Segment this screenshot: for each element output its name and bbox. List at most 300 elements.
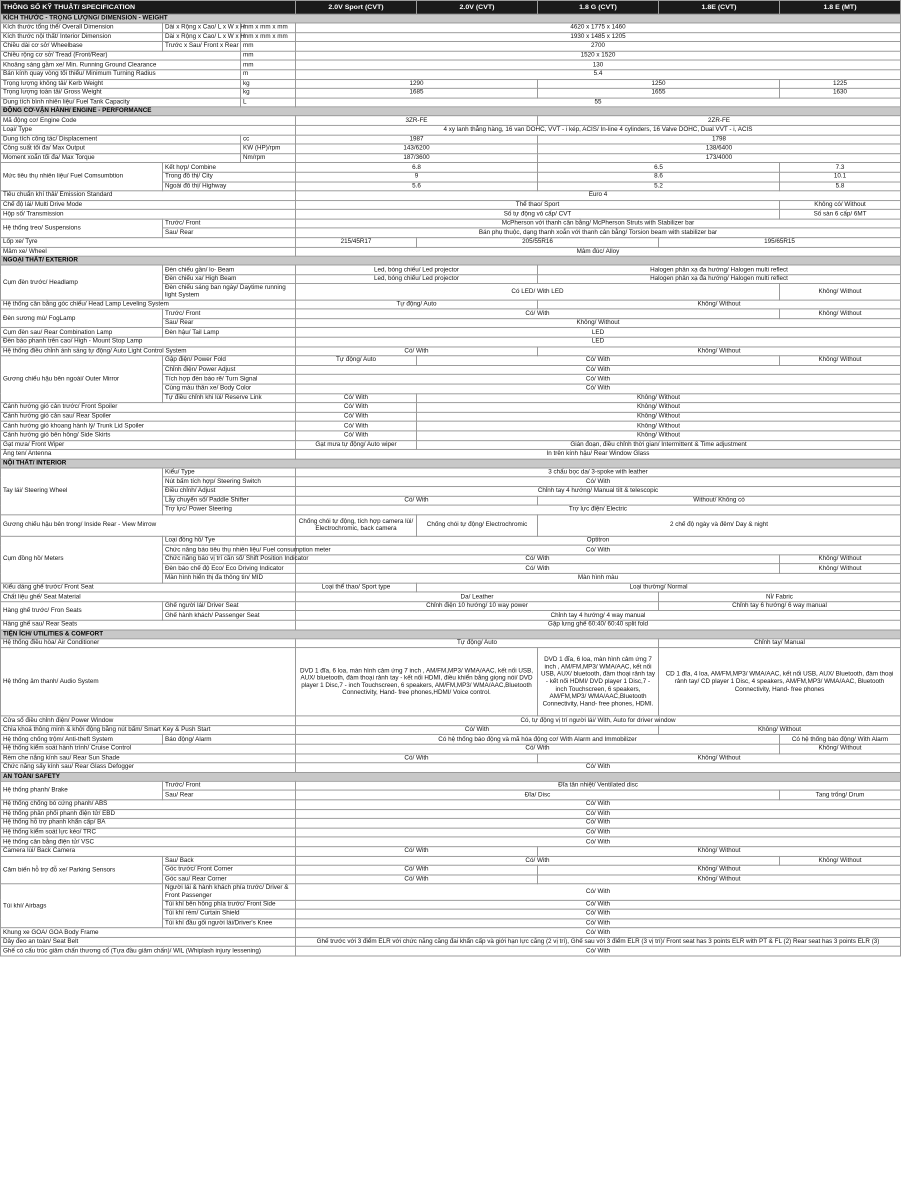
spec-value: Không/ Without: [780, 564, 901, 573]
spec-row: [1, 928, 901, 937]
spec-label: Mâm xe/ Wheel: [1, 247, 296, 256]
col-header-1-8e-mt: 1.8 E (MT): [780, 0, 901, 14]
spec-sublabel: Túi khí đầu gối người lái/Driver's Knee: [163, 919, 296, 928]
spec-value: Ghế trước với 3 điểm ELR với chức năng căng đai khẩn cấp và giới hạn lực căng (2 vị trí), Ghế sau với 3 điểm ELR (3 vị trí)/ Front seat has 3 points ELR with PT & FL (2) Rear seat has 3 points ELR (3): [296, 937, 901, 946]
section-title: KÍCH THƯỚC - TRỌNG LƯỢNG/ DIMENSION - WEIGHT: [1, 14, 901, 23]
spec-label: Hộp số/ Transmission: [1, 210, 296, 219]
spec-label: Trọng lượng toàn tải/ Gross Weight: [1, 88, 241, 97]
spec-row: [1, 847, 901, 856]
section-header: [1, 772, 901, 781]
spec-unit: cc: [241, 135, 296, 144]
spec-sublabel: Gập điện/ Power Fold: [163, 356, 296, 365]
spec-value: 143/6200: [296, 144, 538, 153]
spec-value: Gập lưng ghế 60:40/ 60:40 split fold: [296, 620, 901, 629]
spec-sublabel: Kiểu/ Type: [163, 468, 296, 477]
spec-sublabel: Trước/ Front: [163, 309, 296, 318]
spec-row: [1, 247, 901, 256]
spec-value: Bán phụ thuộc, dạng thanh xoắn với thanh cân bằng/ Torsion beam with stabilizer bar: [296, 228, 901, 237]
spec-value: 5.6: [296, 182, 538, 191]
spec-sublabel: Đèn chiếu sáng ban ngày/ Daytime running light System: [163, 284, 296, 300]
spec-value: Có hệ thống báo động và mã hóa động cơ/ With Alarm and Immobilizer: [296, 735, 780, 744]
spec-label: Túi khí/ Airbags: [1, 884, 163, 928]
section-header: [1, 256, 901, 265]
spec-unit: kg: [241, 88, 296, 97]
spec-value: Không/ Without: [780, 744, 901, 753]
spec-value: Không/ Without: [417, 403, 901, 412]
spec-value: Có/ With: [296, 928, 901, 937]
spec-label: Đèn báo phanh trên cao/ High - Mount Stop Lamp: [1, 337, 296, 346]
spec-label: Kiểu dáng ghế trước/ Front Seat: [1, 583, 296, 592]
spec-row: [1, 515, 901, 536]
spec-row: [1, 735, 901, 744]
spec-value: 7.3: [780, 163, 901, 172]
spec-value: Nỉ/ Fabric: [659, 592, 901, 601]
spec-sublabel: Màn hình hiển thị đa thông tin/ MID: [163, 573, 296, 582]
spec-row: [1, 219, 901, 228]
spec-row: [1, 88, 901, 97]
spec-label: Camera lùi/ Back Camera: [1, 847, 296, 856]
col-header-1-8e-cvt: 1.8E (CVT): [659, 0, 780, 14]
spec-value: Tang trống/ Drum: [780, 790, 901, 799]
spec-row: [1, 32, 901, 41]
spec-label: Gương chiếu hậu bên ngoài/ Outer Mirror: [1, 356, 163, 403]
spec-value: Mâm đúc/ Alloy: [296, 247, 901, 256]
spec-sublabel: Đèn báo chế độ Eco/ Eco Driving Indicator: [163, 564, 296, 573]
spec-label: Hệ thống cân bằng điện tử/ VSC: [1, 837, 296, 846]
spec-unit: mm: [241, 60, 296, 69]
spec-row: [1, 210, 901, 219]
spec-value: Có/ With: [296, 819, 901, 828]
spec-row: [1, 125, 901, 134]
spec-label: Trọng lượng không tải/ Kerb Weight: [1, 79, 241, 88]
spec-value: Có/ With: [296, 375, 901, 384]
spec-label: Cánh hướng gió khoang hành lý/ Trunk Lid Spoiler: [1, 421, 296, 430]
spec-label: Chiều dài cơ sở/ Wheelbase: [1, 42, 163, 51]
spec-value: Có/ With: [296, 919, 901, 928]
spec-unit: Nm/rpm: [241, 153, 296, 162]
spec-row: [1, 744, 901, 753]
spec-value: Không/ Without: [659, 725, 901, 734]
spec-value: Có/ With: [296, 800, 901, 809]
spec-value: Có/ With: [296, 431, 417, 440]
spec-row: [1, 421, 901, 430]
spec-row: [1, 431, 901, 440]
spec-row: [1, 412, 901, 421]
spec-value: 1685: [296, 88, 538, 97]
spec-value: 9: [296, 172, 538, 181]
spec-row: [1, 356, 901, 365]
spec-row: [1, 468, 901, 477]
spec-value: 3ZR-FE: [296, 116, 538, 125]
spec-value: Euro 4: [296, 191, 901, 200]
spec-unit: m: [241, 70, 296, 79]
spec-value: 173/4000: [538, 153, 901, 162]
spec-label: Đèn sương mù/ FogLamp: [1, 309, 163, 328]
spec-label: Chất liệu ghế/ Seat Material: [1, 592, 296, 601]
spec-label: Kích thước nội thất/ Interior Dimension: [1, 32, 163, 41]
spec-label: Cụm đèn trước/ Headlamp: [1, 265, 163, 300]
spec-label: Kích thước tổng thể/ Overall Dimension: [1, 23, 163, 32]
spec-row: [1, 135, 901, 144]
spec-value: Không/ Without: [538, 865, 901, 874]
spec-label: Mã động cơ/ Engine Code: [1, 116, 296, 125]
spec-label: Hệ thống chống bó cứng phanh/ ABS: [1, 800, 296, 809]
spec-value: Có/ With: [296, 309, 780, 318]
spec-value: Chỉnh tay 6 hướng/ 6 way manual: [659, 602, 901, 611]
spec-value: 55: [296, 98, 901, 107]
spec-row: [1, 450, 901, 459]
spec-value: 215/45R17: [296, 238, 417, 247]
section-header: [1, 14, 901, 23]
spec-sublabel: Góc sau/ Rear Corner: [163, 875, 296, 884]
spec-label: Hệ thống phanh/ Brake: [1, 781, 163, 800]
spec-value: 187/3600: [296, 153, 538, 162]
spec-sublabel: Trước x Sau/ Front x Rear: [163, 42, 241, 51]
spec-row: [1, 856, 901, 865]
spec-value: Tự động/ Auto: [296, 638, 659, 647]
spec-label: Công suất tối đa/ Max Output: [1, 144, 241, 153]
spec-sublabel: Trợ lực/ Power Steering: [163, 505, 296, 514]
spec-row: [1, 163, 901, 172]
spec-sublabel: Trước/ Front: [163, 219, 296, 228]
spec-value: Có/ With: [296, 384, 901, 393]
spec-value: Có/ With: [296, 365, 901, 374]
spec-value: Số tự động vô cấp/ CVT: [296, 210, 780, 219]
spec-row: [1, 153, 901, 162]
spec-row: [1, 638, 901, 647]
col-header-1-8g: 1.8 G (CVT): [538, 0, 659, 14]
spec-value: Không/ Without: [296, 318, 901, 327]
section-title: TIỆN ÍCH/ UTILITIES & COMFORT: [1, 630, 901, 639]
spec-value: Không/ Without: [417, 421, 901, 430]
spec-value: Màn hình màu: [296, 573, 901, 582]
spec-label: Gạt mưa/ Front Wiper: [1, 440, 296, 449]
spec-value: Loại thường/ Normal: [417, 583, 901, 592]
spec-label: Cảm biến hỗ trợ đỗ xe/ Parking Sensors: [1, 856, 163, 884]
spec-value: 1987: [296, 135, 538, 144]
spec-row: [1, 23, 901, 32]
spec-value: LED: [296, 337, 901, 346]
spec-value: Có/ With: [296, 900, 901, 909]
spec-value: 2ZR-FE: [538, 116, 901, 125]
spec-label: Loại/ Type: [1, 125, 296, 134]
spec-row: [1, 809, 901, 818]
spec-value: Da/ Leather: [296, 592, 659, 601]
spec-sublabel: Trong đô thị/ City: [163, 172, 296, 181]
spec-value: Chống chói tự động/ Electrochromic: [417, 515, 538, 536]
spec-label: Khung xe GOA/ GOA Body Frame: [1, 928, 296, 937]
spec-value: Không/ Without: [417, 393, 901, 402]
spec-row: [1, 42, 901, 51]
spec-value: 1520 x 1520: [296, 51, 901, 60]
spec-unit: mm: [241, 51, 296, 60]
spec-sublabel: Chức năng báo vị trí cần số/ Shift Position Indicator: [163, 555, 296, 564]
spec-label: Chìa khoá thông minh & khởi động bằng nút bấm/ Smart Key & Push Start: [1, 725, 296, 734]
spec-label: Chức năng sấy kính sau/ Rear Glass Defogger: [1, 763, 296, 772]
spec-sublabel: Chỉnh điện/ Power Adjust: [163, 365, 296, 374]
spec-label: Tiêu chuẩn khí thải/ Emission Standard: [1, 191, 296, 200]
spec-value: 4620 x 1775 x 1460: [296, 23, 901, 32]
spec-sublabel: Trước/ Front: [163, 781, 296, 790]
spec-row: [1, 337, 901, 346]
spec-row: [1, 754, 901, 763]
spec-header-row: [1, 0, 901, 14]
section-title: NỘI THẤT/ INTERIOR: [1, 459, 901, 468]
spec-value: 205/55R16: [417, 238, 659, 247]
spec-value: 6.5: [538, 163, 780, 172]
spec-value: 5.2: [538, 182, 780, 191]
spec-value: DVD 1 đĩa, 6 loa, màn hình cảm ứng 7 inch , AM/FM,MP3/ WMA/AAC, kết nối USB, AUX/ bluetooth, đàm thoại rảnh tay - kết nối HDMI, điều khiển bằng giọng nói/ DVD player 1 Disc,7 - inch Touchscreen, 6 speakers, AM/FM,MP3/ WMA/AAC,Bluetooth Connectivity, Hand- free phones,HDMI/ Voice control.: [296, 648, 538, 716]
spec-value: Không/ Without: [780, 356, 901, 365]
spec-value: 4 xy lanh thẳng hàng, 16 van DOHC, VVT - i kép, ACIS/ In-line 4 cylinders, 16 Valve DOHC, Dual VVT - i, ACIS: [296, 125, 901, 134]
spec-label: Mức tiêu thụ nhiên liệu/ Fuel Comsumbtion: [1, 163, 163, 191]
spec-value: Có/ With: [296, 564, 780, 573]
spec-value: Gạt mưa tự động/ Auto wiper: [296, 440, 417, 449]
spec-row: [1, 583, 901, 592]
spec-sublabel: Tự điều chỉnh khi lùi/ Reserve Link: [163, 393, 296, 402]
spec-unit: mm x mm x mm: [241, 23, 296, 32]
spec-value: Có/ With: [296, 847, 538, 856]
spec-value: Không/ Without: [780, 555, 901, 564]
spec-value: Có/ With: [296, 347, 538, 356]
spec-label: Cụm đồng hồ/ Meters: [1, 536, 163, 583]
spec-label: Ghế có cấu trúc giảm chấn thương cổ (Tựa đầu giảm chấn)/ WIL (Whiplash injury lessening): [1, 947, 296, 956]
spec-label: Rèm che nắng kính sau/ Rear Sun Shade: [1, 754, 296, 763]
spec-value: In trên kính hậu/ Rear Window Glass: [296, 450, 901, 459]
spec-value: 3 chấu bọc da/ 3-spoke with leather: [296, 468, 901, 477]
spec-row: [1, 648, 901, 716]
spec-value: LED: [296, 328, 901, 337]
spec-value: Chỉnh tay/ Manual: [659, 638, 901, 647]
spec-value: Có/ With: [296, 828, 901, 837]
spec-value: Có LED/ With LED: [296, 284, 780, 300]
spec-value: Số sàn 6 cấp/ 6MT: [780, 210, 901, 219]
spec-value: Có hệ thống báo động/ With Alarm: [780, 735, 901, 744]
spec-value: Có/ With: [296, 809, 901, 818]
spec-header-title: THÔNG SỐ KỸ THUẬT/ SPECIFICATION: [1, 0, 296, 14]
spec-row: [1, 716, 901, 725]
spec-sublabel: Báo động/ Alarm: [163, 735, 296, 744]
spec-value: 2700: [296, 42, 901, 51]
spec-sublabel: Chức năng báo tiêu thụ nhiên liệu/ Fuel consumption meter: [163, 545, 296, 554]
spec-value: DVD 1 đĩa, 6 loa, màn hình cảm ứng 7 inch , AM/FM,MP3/ WMA/AAC, kết nối USB, AUX/ bluetooth, đàm thoại rảnh tay - kết nối HDMI/ DVD player 1 Disc,7 - inch Touchscreen, 6 speakers, AM/FM,MP3/ WMA/AAC,Bluetooth Connectivity, Hand- free phones, HDMI.: [538, 648, 659, 716]
spec-row: [1, 191, 901, 200]
spec-value: Có/ With: [296, 393, 417, 402]
spec-value: Có/ With: [296, 875, 538, 884]
spec-row: [1, 200, 901, 209]
section-header: [1, 630, 901, 639]
spec-unit: kg: [241, 79, 296, 88]
spec-value: McPherson với thanh cân bằng/ McPherson Struts with Stabilizer bar: [296, 219, 901, 228]
spec-value: Chống chói tự động, tích hợp camera lùi/ Electrochromic, back camera: [296, 515, 417, 536]
spec-value: Có/ With: [296, 744, 780, 753]
spec-value: Có/ With: [296, 884, 901, 900]
spec-value: Có/ With: [296, 763, 901, 772]
spec-row: [1, 937, 901, 946]
spec-row: [1, 763, 901, 772]
spec-value: 6.8: [296, 163, 538, 172]
section-title: ĐỘNG CƠ-VẬN HÀNH/ ENGINE - PERFORMANCE: [1, 107, 901, 116]
spec-label: Hệ thống chống trộm/ Anti-theft System: [1, 735, 163, 744]
spec-label: Hệ thống điều hòa/ Air Conditioner: [1, 638, 296, 647]
spec-label: Lốp xe/ Tyre: [1, 238, 296, 247]
spec-value: 1655: [538, 88, 780, 97]
spec-label: Cánh hướng gió bên hông/ Side Skirts: [1, 431, 296, 440]
spec-label: Dung tích công tác/ Displacement: [1, 135, 241, 144]
spec-value: 5.8: [780, 182, 901, 191]
spec-value: 5.4: [296, 70, 901, 79]
spec-sublabel: Kết hợp/ Combine: [163, 163, 296, 172]
spec-row: [1, 116, 901, 125]
spec-value: Có/ With: [296, 421, 417, 430]
spec-sublabel: Túi khí bên hông phía trước/ Front Side: [163, 900, 296, 909]
spec-value: 8.6: [538, 172, 780, 181]
spec-unit: KW (HP)/rpm: [241, 144, 296, 153]
spec-value: Không/ Without: [538, 754, 901, 763]
spec-row: [1, 328, 901, 337]
spec-value: Có/ With: [296, 909, 901, 918]
spec-label: Hệ thống âm thanh/ Audio System: [1, 648, 296, 716]
spec-row: [1, 79, 901, 88]
spec-value: Halogen phản xạ đa hướng/ Halogen multi reflect: [538, 265, 901, 274]
spec-row: [1, 819, 901, 828]
spec-row: [1, 265, 901, 274]
spec-value: 1798: [538, 135, 901, 144]
spec-row: [1, 144, 901, 153]
spec-row: [1, 60, 901, 69]
spec-sublabel: Ghế người lái/ Driver Seat: [163, 602, 296, 611]
spec-label: Hệ thống kiểm soát lực kéo/ TRC: [1, 828, 296, 837]
spec-value: 1930 x 1485 x 1205: [296, 32, 901, 41]
spec-sublabel: Loại đồng hồ/ Tye: [163, 536, 296, 545]
spec-value: Without/ Không có: [538, 496, 901, 505]
spec-row: [1, 602, 901, 611]
spec-value: Không/ Without: [538, 847, 901, 856]
spec-value: 1225: [780, 79, 901, 88]
spec-value: Đĩa tản nhiệt/ Ventilated disc: [296, 781, 901, 790]
section-header: [1, 107, 901, 116]
spec-label: Khoảng sáng gầm xe/ Min. Running Ground Clearance: [1, 60, 241, 69]
spec-value: 1630: [780, 88, 901, 97]
spec-row: [1, 592, 901, 601]
spec-sublabel: Đèn chiếu gần/ lo- Beam: [163, 265, 296, 274]
spec-value: Có, tự động vị trí người lái/ With, Auto for driver window: [296, 716, 901, 725]
spec-sublabel: Lẫy chuyển số/ Paddle Shifter: [163, 496, 296, 505]
spec-row: [1, 403, 901, 412]
col-header-2-0v-sport: 2.0V Sport (CVT): [296, 0, 417, 14]
spec-sublabel: Ghế hành khách/ Passenger Seat: [163, 611, 296, 620]
spec-label: Hệ thống treo/ Suspensions: [1, 219, 163, 238]
spec-sublabel: Sau/ Rear: [163, 790, 296, 799]
spec-label: Gương chiếu hậu bên trong/ Inside Rear - View Mirrow: [1, 515, 296, 536]
spec-value: Có/ With: [296, 837, 901, 846]
spec-sublabel: Đèn chiếu xa/ High Beam: [163, 275, 296, 284]
spec-value: Không/ Without: [417, 431, 901, 440]
spec-value: 10.1: [780, 172, 901, 181]
spec-value: Có/ With: [296, 555, 780, 564]
spec-value: Led, bóng chiếu/ Led projector: [296, 275, 538, 284]
spec-unit: mm: [241, 42, 296, 51]
spec-label: Cánh hướng gió cản sau/ Rear Spoiler: [1, 412, 296, 421]
spec-value: Không/ Without: [780, 856, 901, 865]
spec-label: Hàng ghế trước/ Fron Seats: [1, 602, 163, 621]
spec-value: Có/ With: [296, 856, 780, 865]
spec-label: Cánh hướng gió cản trước/ Front Spoiler: [1, 403, 296, 412]
spec-row: [1, 725, 901, 734]
spec-label: Hệ thống cân bằng góc chiếu/ Head Lamp Leveling System: [1, 300, 296, 309]
spec-value: Có/ With: [296, 865, 538, 874]
spec-label: Moment xoắn tối đa/ Max Torque: [1, 153, 241, 162]
spec-unit: L: [241, 98, 296, 107]
spec-value: Chỉnh điện 10 hướng/ 10 way power: [296, 602, 659, 611]
spec-value: Có/ With: [296, 412, 417, 421]
spec-sublabel: Sau/ Back: [163, 856, 296, 865]
spec-value: Có/ With: [296, 403, 417, 412]
spec-row: [1, 884, 901, 900]
spec-sublabel: Sau/ Rear: [163, 228, 296, 237]
spec-row: [1, 620, 901, 629]
spec-label: Hệ thống điều chỉnh ánh sáng tự động/ Auto Light Control System: [1, 347, 296, 356]
spec-label: Dây đeo an toàn/ Seat Belt: [1, 937, 296, 946]
spec-value: Không/ Without: [538, 347, 901, 356]
spec-row: [1, 947, 901, 956]
spec-value: Không/ Without: [780, 309, 901, 318]
spec-sublabel: Sau/ Rear: [163, 318, 296, 327]
spec-value: Tự động/ Auto: [296, 356, 417, 365]
spec-value: Chỉnh tay 4 hướng/ Manual tilt & telescopic: [296, 486, 901, 495]
section-title: AN TOÀN/ SAFETY: [1, 772, 901, 781]
section-title: NGOẠI THẤT/ EXTERIOR: [1, 256, 901, 265]
spec-label: Tay lái/ Steering Wheel: [1, 468, 163, 515]
spec-label: Hệ thống kiểm soát hành trình/ Cruise Control: [1, 744, 296, 753]
spec-sublabel: Tích hợp đèn báo rẽ/ Turn Signal: [163, 375, 296, 384]
spec-row: [1, 309, 901, 318]
spec-sublabel: Ngoài đô thị/ Highway: [163, 182, 296, 191]
spec-value: Có/ With: [296, 496, 538, 505]
spec-row: [1, 238, 901, 247]
spec-sublabel: Dài x Rộng x Cao/ L x W x H: [163, 23, 241, 32]
spec-row: [1, 300, 901, 309]
spec-row: [1, 781, 901, 790]
spec-row: [1, 828, 901, 837]
spec-value: Trợ lực điện/ Electric: [296, 505, 901, 514]
spec-value: 138/6400: [538, 144, 901, 153]
spec-value: 1250: [538, 79, 780, 88]
spec-sublabel: Điều chỉnh/ Adjust: [163, 486, 296, 495]
spec-value: Có/ With: [296, 754, 538, 763]
spec-value: Có/ With: [296, 477, 901, 486]
spec-value: 195/65R15: [659, 238, 901, 247]
spec-value: Gián đoạn, điều chỉnh thời gian/ Intermittent & Time adjustment: [417, 440, 901, 449]
spec-value: Led, bóng chiếu/ Led projector: [296, 265, 538, 274]
spec-value: 130: [296, 60, 901, 69]
spec-label: Cửa sổ điều chỉnh điện/ Power Window: [1, 716, 296, 725]
spec-row: [1, 800, 901, 809]
spec-sublabel: Góc trước/ Front Corner: [163, 865, 296, 874]
spec-sublabel: Người lái & hành khách phía trước/ Driver & Front Passenger: [163, 884, 296, 900]
spec-value: Chỉnh tay 4 hướng/ 4 way manual: [296, 611, 901, 620]
spec-label: Chế độ lái/ Multi Drive Mode: [1, 200, 296, 209]
spec-value: 1290: [296, 79, 538, 88]
spec-value: Đĩa/ Disc: [296, 790, 780, 799]
spec-label: Hàng ghế sau/ Rear Seats: [1, 620, 296, 629]
spec-value: Không/ Without: [538, 300, 901, 309]
spec-label: Chiều rộng cơ sở/ Tread (Front/Rear): [1, 51, 241, 60]
spec-row: [1, 536, 901, 545]
spec-sublabel: Cùng màu thân xe/ Body Color: [163, 384, 296, 393]
spec-label: Bán kính quay vòng tối thiểu/ Minimum Turning Radius: [1, 70, 241, 79]
spec-row: [1, 440, 901, 449]
